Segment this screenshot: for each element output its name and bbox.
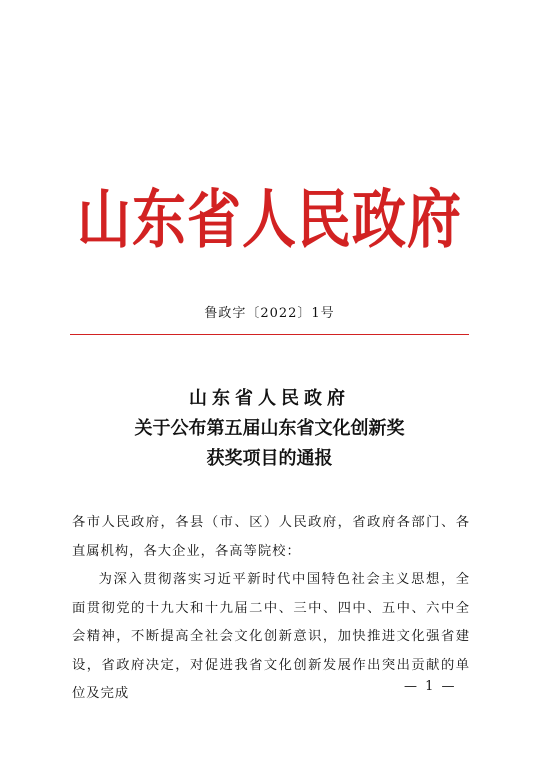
addressee-paragraph: 各市人民政府，各县（市、区）人民政府，省政府各部门、各直属机构，各大企业，各高等院校：: [72, 515, 470, 559]
red-divider-rule: [70, 334, 469, 335]
document-title-line-type: 获奖项目的通报: [206, 448, 333, 469]
document-title-line-issuer: 山东省人民政府: [189, 388, 350, 409]
document-title: [0, 384, 539, 474]
body-paragraph: 为深入贯彻落实习近平新时代中国特色社会主义思想，全面贯彻党的十九大和十九届二中、三中、四中、五中、六中全会精神，不断提高全社会文化创新意识，加快推进文化强省建设，省政府决定，对促进我省文化创新发展作出突出贡献的单位及完成: [72, 572, 470, 701]
document-title-line-subject: 关于公布第五届山东省文化创新奖: [134, 418, 405, 439]
document-number: 鲁政字〔2022〕1号: [204, 306, 335, 321]
page-number: — 1 —: [404, 679, 457, 694]
masthead-title: 山东省人民政府: [77, 181, 462, 258]
